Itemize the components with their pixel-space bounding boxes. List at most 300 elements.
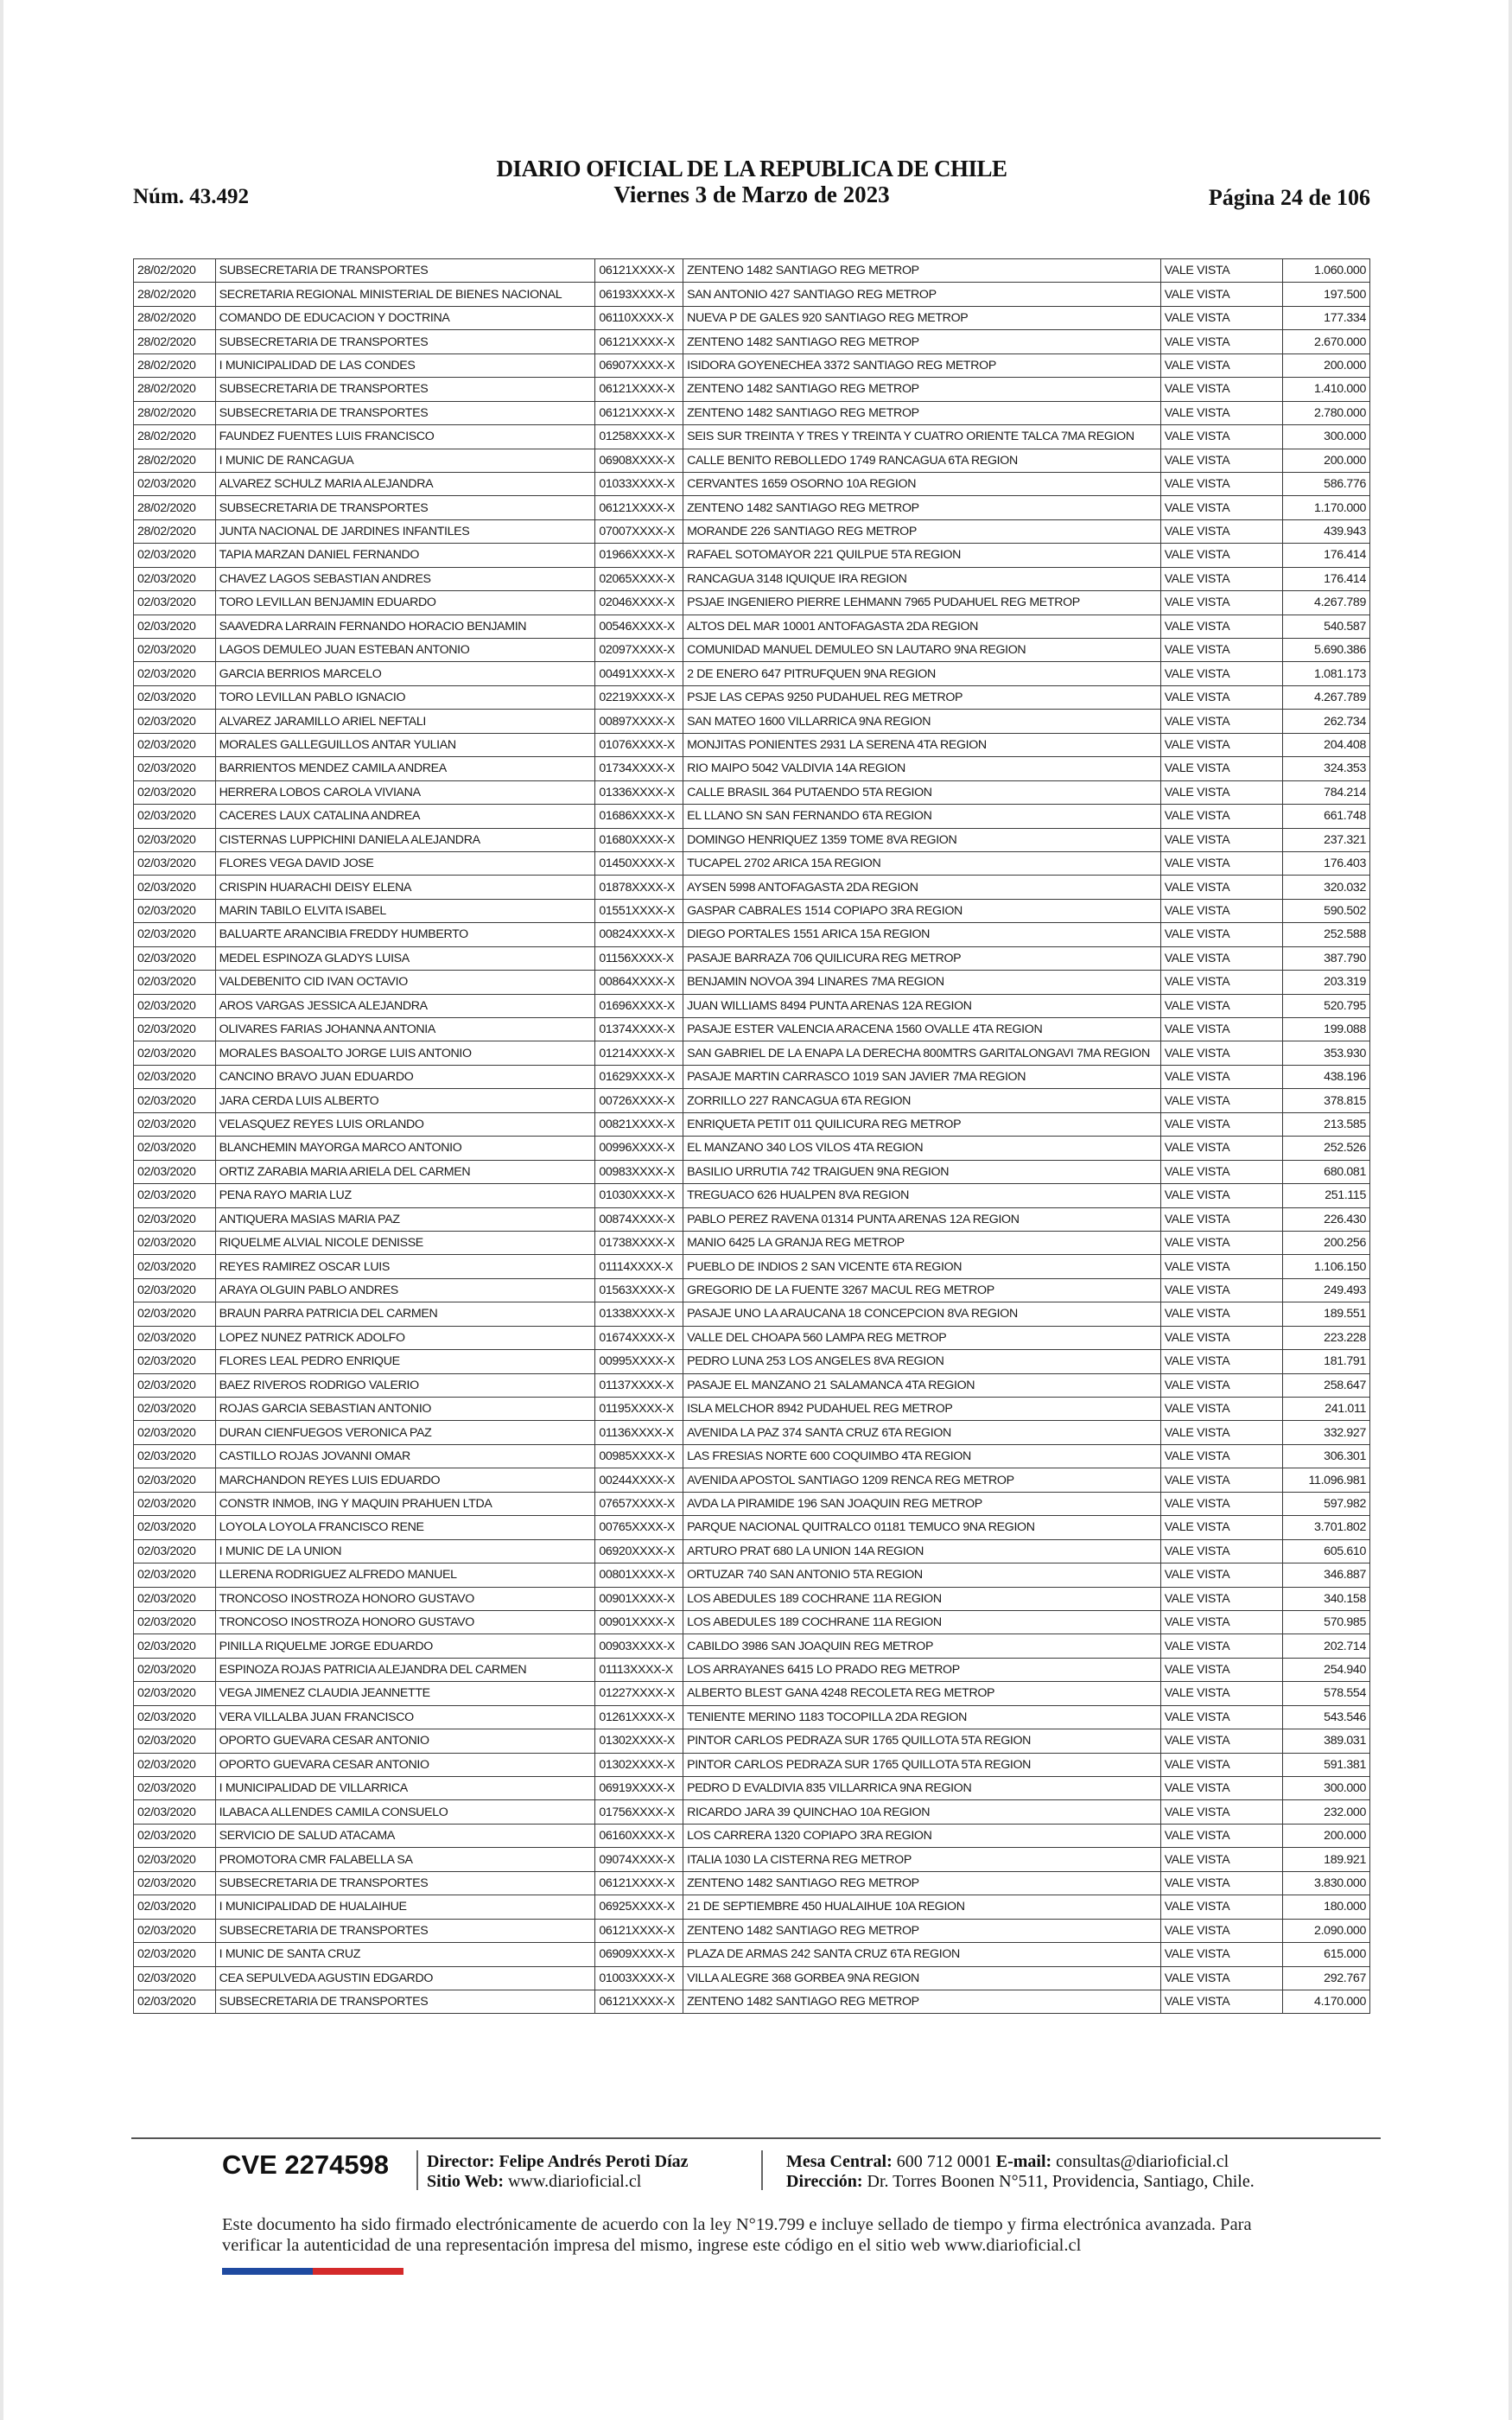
beneficiary-cell: RIQUELME ALVIAL NICOLE DENISSE	[215, 1231, 595, 1254]
table-row	[134, 1800, 1370, 1824]
date-cell: 02/03/2020	[134, 1610, 216, 1634]
amount-cell: 300.000	[1283, 425, 1370, 449]
rut-cell: 01629XXXX-X	[595, 1065, 683, 1088]
payment-type-cell: VALE VISTA	[1160, 1278, 1282, 1302]
publication-date: Viernes 3 de Marzo de 2023	[613, 182, 890, 207]
payment-type-cell: VALE VISTA	[1160, 639, 1282, 662]
table-row	[134, 1824, 1370, 1847]
amount-cell: 615.000	[1283, 1943, 1370, 1966]
payment-type-cell: VALE VISTA	[1160, 1563, 1282, 1587]
beneficiary-cell: VELASQUEZ REYES LUIS ORLANDO	[215, 1112, 595, 1136]
payment-type-cell: VALE VISTA	[1160, 283, 1282, 306]
website-line	[427, 2172, 689, 2192]
payment-type-cell: VALE VISTA	[1160, 591, 1282, 615]
payment-type-cell: VALE VISTA	[1160, 1587, 1282, 1610]
flag-blue-stripe	[222, 2268, 313, 2275]
amount-cell: 4.267.789	[1283, 591, 1370, 615]
amount-cell: 306.301	[1283, 1444, 1370, 1468]
rut-cell: 07657XXXX-X	[595, 1492, 683, 1515]
date-cell: 02/03/2020	[134, 1634, 216, 1658]
payment-type-cell: VALE VISTA	[1160, 946, 1282, 970]
table-row	[134, 1373, 1370, 1397]
address-cell: ZENTENO 1482 SANTIAGO REG METROP	[683, 401, 1161, 424]
address-cell: RAFAEL SOTOMAYOR 221 QUILPUE 5TA REGION	[683, 544, 1161, 567]
table-row	[134, 591, 1370, 615]
payment-type-cell: VALE VISTA	[1160, 1871, 1282, 1895]
rut-cell: 01674XXXX-X	[595, 1326, 683, 1349]
address-label: Dirección:	[786, 2172, 863, 2191]
beneficiary-cell: MEDEL ESPINOZA GLADYS LUISA	[215, 946, 595, 970]
address-cell: AVENIDA APOSTOL SANTIAGO 1209 RENCA REG METROP	[683, 1468, 1161, 1492]
beneficiary-cell: CASTILLO ROJAS JOVANNI OMAR	[215, 1444, 595, 1468]
payment-type-cell: VALE VISTA	[1160, 851, 1282, 875]
date-cell: 02/03/2020	[134, 472, 216, 495]
table-row	[134, 1516, 1370, 1539]
payment-type-cell: VALE VISTA	[1160, 425, 1282, 449]
address-cell: ITALIA 1030 LA CISTERNA REG METROP	[683, 1848, 1161, 1871]
address-cell: ZENTENO 1482 SANTIAGO REG METROP	[683, 1990, 1161, 2013]
rut-cell: 01003XXXX-X	[595, 1966, 683, 1990]
payment-type-cell: VALE VISTA	[1160, 971, 1282, 994]
publication-title: DIARIO OFICIAL DE LA REPUBLICA DE CHILE	[496, 156, 1007, 182]
payment-type-cell: VALE VISTA	[1160, 757, 1282, 780]
address-cell: LOS ABEDULES 189 COCHRANE 11A REGION	[683, 1587, 1161, 1610]
rut-cell: 00546XXXX-X	[595, 615, 683, 638]
amount-cell: 176.403	[1283, 851, 1370, 875]
beneficiary-cell: SUBSECRETARIA DE TRANSPORTES	[215, 259, 595, 283]
date-cell: 02/03/2020	[134, 851, 216, 875]
payment-type-cell: VALE VISTA	[1160, 1658, 1282, 1681]
table-row	[134, 1184, 1370, 1207]
beneficiary-cell: ARAYA OLGUIN PABLO ANDRES	[215, 1278, 595, 1302]
amount-cell: 223.228	[1283, 1326, 1370, 1349]
director-label: Director:	[427, 2152, 495, 2171]
amount-cell: 597.982	[1283, 1492, 1370, 1515]
payment-type-cell: VALE VISTA	[1160, 567, 1282, 590]
rut-cell: 06121XXXX-X	[595, 1919, 683, 1942]
date-cell: 02/03/2020	[134, 994, 216, 1017]
payment-type-cell: VALE VISTA	[1160, 685, 1282, 709]
date-cell: 28/02/2020	[134, 306, 216, 329]
table-row	[134, 615, 1370, 638]
rut-cell: 01227XXXX-X	[595, 1682, 683, 1705]
rut-cell: 01261XXXX-X	[595, 1705, 683, 1729]
address-cell: MONJITAS PONIENTES 2931 LA SERENA 4TA REGION	[683, 733, 1161, 756]
cve-code: CVE 2274598	[222, 2149, 390, 2180]
payment-type-cell: VALE VISTA	[1160, 876, 1282, 899]
rut-cell: 06193XXXX-X	[595, 283, 683, 306]
rut-cell: 02046XXXX-X	[595, 591, 683, 615]
table-row	[134, 1871, 1370, 1895]
beneficiary-cell: I MUNIC DE LA UNION	[215, 1539, 595, 1563]
rut-cell: 00491XXXX-X	[595, 662, 683, 685]
payment-type-cell: VALE VISTA	[1160, 330, 1282, 353]
payment-type-cell: VALE VISTA	[1160, 805, 1282, 828]
address-cell: PASAJE BARRAZA 706 QUILICURA REG METROP	[683, 946, 1161, 970]
date-cell: 02/03/2020	[134, 946, 216, 970]
address-cell: ZENTENO 1482 SANTIAGO REG METROP	[683, 330, 1161, 353]
rut-cell: 00897XXXX-X	[595, 710, 683, 733]
address-cell: NUEVA P DE GALES 920 SANTIAGO REG METROP	[683, 306, 1161, 329]
table-row	[134, 1705, 1370, 1729]
address-cell: PABLO PEREZ RAVENA 01314 PUNTA ARENAS 12A REGION	[683, 1207, 1161, 1231]
beneficiary-cell: SAAVEDRA LARRAIN FERNANDO HORACIO BENJAMIN	[215, 615, 595, 638]
table-row	[134, 1943, 1370, 1966]
date-cell: 02/03/2020	[134, 780, 216, 804]
amount-cell: 189.551	[1283, 1302, 1370, 1326]
rut-cell: 01195XXXX-X	[595, 1398, 683, 1421]
amount-cell: 578.554	[1283, 1682, 1370, 1705]
date-cell: 02/03/2020	[134, 1705, 216, 1729]
payment-type-cell: VALE VISTA	[1160, 1112, 1282, 1136]
footer-separator	[416, 2150, 418, 2190]
payment-type-cell: VALE VISTA	[1160, 1516, 1282, 1539]
rut-cell: 06160XXXX-X	[595, 1824, 683, 1847]
payment-type-cell: VALE VISTA	[1160, 1468, 1282, 1492]
table-row	[134, 1207, 1370, 1231]
rut-cell: 02097XXXX-X	[595, 639, 683, 662]
amount-cell: 180.000	[1283, 1895, 1370, 1919]
date-cell: 28/02/2020	[134, 259, 216, 283]
payment-type-cell: VALE VISTA	[1160, 1326, 1282, 1349]
address-cell: ARTURO PRAT 680 LA UNION 14A REGION	[683, 1539, 1161, 1563]
amount-cell: 292.767	[1283, 1966, 1370, 1990]
date-cell: 02/03/2020	[134, 876, 216, 899]
rut-cell: 01302XXXX-X	[595, 1753, 683, 1776]
beneficiary-cell: JUNTA NACIONAL DE JARDINES INFANTILES	[215, 519, 595, 543]
address-cell: PASAJE UNO LA ARAUCANA 18 CONCEPCION 8VA REGION	[683, 1302, 1161, 1326]
table-row	[134, 1112, 1370, 1136]
table-row	[134, 1444, 1370, 1468]
date-cell: 02/03/2020	[134, 1824, 216, 1847]
payment-type-cell: VALE VISTA	[1160, 733, 1282, 756]
address-cell: LOS CARRERA 1320 COPIAPO 3RA REGION	[683, 1824, 1161, 1847]
beneficiary-cell: CHAVEZ LAGOS SEBASTIAN ANDRES	[215, 567, 595, 590]
director-name: Felipe Andrés Peroti Díaz	[499, 2152, 689, 2171]
amount-cell: 5.690.386	[1283, 639, 1370, 662]
address-cell: PEDRO D EVALDIVIA 835 VILLARRICA 9NA REGION	[683, 1777, 1161, 1800]
table-row	[134, 567, 1370, 590]
table-row	[134, 496, 1370, 519]
amount-cell: 1.410.000	[1283, 378, 1370, 401]
rut-cell: 01336XXXX-X	[595, 780, 683, 804]
date-cell: 02/03/2020	[134, 1018, 216, 1041]
table-row	[134, 1919, 1370, 1942]
rut-cell: 01258XXXX-X	[595, 425, 683, 449]
rut-cell: 01338XXXX-X	[595, 1302, 683, 1326]
page-number: Página 24 de 106	[1208, 185, 1370, 210]
payment-type-cell: VALE VISTA	[1160, 449, 1282, 472]
amount-cell: 213.585	[1283, 1112, 1370, 1136]
address-cell: DIEGO PORTALES 1551 ARICA 15A REGION	[683, 923, 1161, 946]
table-row	[134, 259, 1370, 283]
payment-type-cell: VALE VISTA	[1160, 259, 1282, 283]
rut-cell: 01156XXXX-X	[595, 946, 683, 970]
date-cell: 02/03/2020	[134, 1112, 216, 1136]
beneficiary-cell: ORTIZ ZARABIA MARIA ARIELA DEL CARMEN	[215, 1160, 595, 1183]
table-row	[134, 662, 1370, 685]
beneficiary-cell: ROJAS GARCIA SEBASTIAN ANTONIO	[215, 1398, 595, 1421]
address-cell: LOS ARRAYANES 6415 LO PRADO REG METROP	[683, 1658, 1161, 1681]
date-cell: 02/03/2020	[134, 1468, 216, 1492]
beneficiary-cell: TAPIA MARZAN DANIEL FERNANDO	[215, 544, 595, 567]
beneficiary-cell: SECRETARIA REGIONAL MINISTERIAL DE BIENES NACIONAL	[215, 283, 595, 306]
amount-cell: 226.430	[1283, 1207, 1370, 1231]
rut-cell: 06907XXXX-X	[595, 353, 683, 377]
rut-cell: 01113XXXX-X	[595, 1658, 683, 1681]
amount-cell: 353.930	[1283, 1041, 1370, 1065]
table-row	[134, 1729, 1370, 1753]
rut-cell: 02219XXXX-X	[595, 685, 683, 709]
address-line	[786, 2172, 1255, 2192]
address-cell: SAN GABRIEL DE LA ENAPA LA DERECHA 800MTRS GARITALONGAVI 7MA REGION	[683, 1041, 1161, 1065]
table-row	[134, 1682, 1370, 1705]
beneficiary-cell: I MUNICIPALIDAD DE HUALAIHUE	[215, 1895, 595, 1919]
beneficiary-cell: COMANDO DE EDUCACION Y DOCTRINA	[215, 306, 595, 329]
table-row	[134, 733, 1370, 756]
address-cell: AVDA LA PIRAMIDE 196 SAN JOAQUIN REG METROP	[683, 1492, 1161, 1515]
payment-type-cell: VALE VISTA	[1160, 710, 1282, 733]
table-row	[134, 472, 1370, 495]
beneficiary-cell: OPORTO GUEVARA CESAR ANTONIO	[215, 1729, 595, 1753]
payment-type-cell: VALE VISTA	[1160, 899, 1282, 922]
date-cell: 02/03/2020	[134, 1041, 216, 1065]
payment-type-cell: VALE VISTA	[1160, 1492, 1282, 1515]
amount-cell: 2.670.000	[1283, 330, 1370, 353]
amount-cell: 189.921	[1283, 1848, 1370, 1871]
address-cell: GREGORIO DE LA FUENTE 3267 MACUL REG METROP	[683, 1278, 1161, 1302]
address-cell: CALLE BENITO REBOLLEDO 1749 RANCAGUA 6TA REGION	[683, 449, 1161, 472]
amount-cell: 543.546	[1283, 1705, 1370, 1729]
payment-type-cell: VALE VISTA	[1160, 353, 1282, 377]
payment-type-cell: VALE VISTA	[1160, 1137, 1282, 1160]
payment-type-cell: VALE VISTA	[1160, 1990, 1282, 2013]
rut-cell: 06920XXXX-X	[595, 1539, 683, 1563]
beneficiary-cell: SUBSECRETARIA DE TRANSPORTES	[215, 330, 595, 353]
beneficiary-cell: MARIN TABILO ELVITA ISABEL	[215, 899, 595, 922]
rut-cell: 06121XXXX-X	[595, 496, 683, 519]
address-cell: 2 DE ENERO 647 PITRUFQUEN 9NA REGION	[683, 662, 1161, 685]
signature-disclaimer: Este documento ha sido firmado electrónicamente de acuerdo con la ley N°19.799 e incluye sellado de tiempo y firma electrónica avanzada. Para verificar la autenticidad de una representación impresa del mismo, ingrese este código en el sitio web www.diarioficial.cl	[222, 2215, 1252, 2255]
payment-type-cell: VALE VISTA	[1160, 1184, 1282, 1207]
payment-type-cell: VALE VISTA	[1160, 1041, 1282, 1065]
table-row	[134, 378, 1370, 401]
address-cell: PASAJE MARTIN CARRASCO 1019 SAN JAVIER 7MA REGION	[683, 1065, 1161, 1088]
address-cell: ALTOS DEL MAR 10001 ANTOFAGASTA 2DA REGION	[683, 615, 1161, 638]
payment-type-cell: VALE VISTA	[1160, 1753, 1282, 1776]
amount-cell: 387.790	[1283, 946, 1370, 970]
amount-cell: 1.106.150	[1283, 1255, 1370, 1278]
date-cell: 28/02/2020	[134, 330, 216, 353]
table-row	[134, 1563, 1370, 1587]
beneficiary-cell: SUBSECRETARIA DE TRANSPORTES	[215, 1919, 595, 1942]
beneficiary-cell: DURAN CIENFUEGOS VERONICA PAZ	[215, 1421, 595, 1444]
address-cell: RANCAGUA 3148 IQUIQUE IRA REGION	[683, 567, 1161, 590]
address-cell: TREGUACO 626 HUALPEN 8VA REGION	[683, 1184, 1161, 1207]
amount-cell: 252.526	[1283, 1137, 1370, 1160]
rut-cell: 00864XXXX-X	[595, 971, 683, 994]
date-cell: 02/03/2020	[134, 1255, 216, 1278]
payment-type-cell: VALE VISTA	[1160, 1682, 1282, 1705]
date-cell: 02/03/2020	[134, 662, 216, 685]
rut-cell: 01734XXXX-X	[595, 757, 683, 780]
address-cell: JUAN WILLIAMS 8494 PUNTA ARENAS 12A REGION	[683, 994, 1161, 1017]
amount-cell: 389.031	[1283, 1729, 1370, 1753]
mesa-phone: 600 712 0001	[896, 2152, 992, 2171]
beneficiary-cell: JARA CERDA LUIS ALBERTO	[215, 1089, 595, 1112]
rut-cell: 06121XXXX-X	[595, 1871, 683, 1895]
date-cell: 02/03/2020	[134, 899, 216, 922]
table-row	[134, 1255, 1370, 1278]
rut-cell: 01686XXXX-X	[595, 805, 683, 828]
beneficiary-cell: LOYOLA LOYOLA FRANCISCO RENE	[215, 1516, 595, 1539]
rut-cell: 01374XXXX-X	[595, 1018, 683, 1041]
beneficiary-cell: LOPEZ NUNEZ PATRICK ADOLFO	[215, 1326, 595, 1349]
payment-type-cell: VALE VISTA	[1160, 1966, 1282, 1990]
rut-cell: 00244XXXX-X	[595, 1468, 683, 1492]
rut-cell: 01563XXXX-X	[595, 1278, 683, 1302]
amount-cell: 324.353	[1283, 757, 1370, 780]
date-cell: 02/03/2020	[134, 1800, 216, 1824]
date-cell: 02/03/2020	[134, 805, 216, 828]
director-block	[427, 2152, 689, 2192]
address-cell: PEDRO LUNA 253 LOS ANGELES 8VA REGION	[683, 1350, 1161, 1373]
table-row	[134, 780, 1370, 804]
date-cell: 02/03/2020	[134, 1729, 216, 1753]
amount-cell: 262.734	[1283, 710, 1370, 733]
amount-cell: 1.170.000	[1283, 496, 1370, 519]
payment-type-cell: VALE VISTA	[1160, 1919, 1282, 1942]
table-row	[134, 1610, 1370, 1634]
address-cell: ZENTENO 1482 SANTIAGO REG METROP	[683, 378, 1161, 401]
address-cell: ISLA MELCHOR 8942 PUDAHUEL REG METROP	[683, 1398, 1161, 1421]
amount-cell: 232.000	[1283, 1800, 1370, 1824]
table-row	[134, 805, 1370, 828]
payment-type-cell: VALE VISTA	[1160, 1824, 1282, 1847]
table-row	[134, 1421, 1370, 1444]
address-cell: DOMINGO HENRIQUEZ 1359 TOME 8VA REGION	[683, 828, 1161, 851]
beneficiary-cell: SUBSECRETARIA DE TRANSPORTES	[215, 378, 595, 401]
table-row	[134, 1966, 1370, 1990]
rut-cell: 00901XXXX-X	[595, 1587, 683, 1610]
table-row	[134, 1848, 1370, 1871]
rut-cell: 00821XXXX-X	[595, 1112, 683, 1136]
website-link[interactable]: www.diarioficial.cl	[508, 2172, 642, 2191]
rut-cell: 01966XXXX-X	[595, 544, 683, 567]
rut-cell: 00995XXXX-X	[595, 1350, 683, 1373]
rut-cell: 00996XXXX-X	[595, 1137, 683, 1160]
address-cell: PSJE LAS CEPAS 9250 PUDAHUEL REG METROP	[683, 685, 1161, 709]
date-cell: 02/03/2020	[134, 1919, 216, 1942]
date-cell: 02/03/2020	[134, 1207, 216, 1231]
beneficiary-cell: VERA VILLALBA JUAN FRANCISCO	[215, 1705, 595, 1729]
table-row	[134, 1089, 1370, 1112]
amount-cell: 202.714	[1283, 1634, 1370, 1658]
beneficiary-cell: SUBSECRETARIA DE TRANSPORTES	[215, 1871, 595, 1895]
date-cell: 02/03/2020	[134, 1278, 216, 1302]
amount-cell: 4.170.000	[1283, 1990, 1370, 2013]
date-cell: 28/02/2020	[134, 353, 216, 377]
amount-cell: 199.088	[1283, 1018, 1370, 1041]
table-row	[134, 1777, 1370, 1800]
amount-cell: 181.791	[1283, 1350, 1370, 1373]
website-label: Sitio Web:	[427, 2172, 505, 2191]
payment-type-cell: VALE VISTA	[1160, 615, 1282, 638]
address-cell: MORANDE 226 SANTIAGO REG METROP	[683, 519, 1161, 543]
amount-cell: 1.060.000	[1283, 259, 1370, 283]
amount-cell: 332.927	[1283, 1421, 1370, 1444]
table-row	[134, 401, 1370, 424]
date-cell: 02/03/2020	[134, 1539, 216, 1563]
date-cell: 02/03/2020	[134, 710, 216, 733]
beneficiary-cell: MARCHANDON REYES LUIS EDUARDO	[215, 1468, 595, 1492]
address-cell: VALLE DEL CHOAPA 560 LAMPA REG METROP	[683, 1326, 1161, 1349]
address-cell: RICARDO JARA 39 QUINCHAO 10A REGION	[683, 1800, 1161, 1824]
date-cell: 02/03/2020	[134, 615, 216, 638]
amount-cell: 590.502	[1283, 899, 1370, 922]
payment-type-cell: VALE VISTA	[1160, 496, 1282, 519]
rut-cell: 02065XXXX-X	[595, 567, 683, 590]
date-cell: 02/03/2020	[134, 733, 216, 756]
rut-cell: 01137XXXX-X	[595, 1373, 683, 1397]
table-row	[134, 971, 1370, 994]
amount-cell: 203.319	[1283, 971, 1370, 994]
date-cell: 02/03/2020	[134, 1943, 216, 1966]
amount-cell: 254.940	[1283, 1658, 1370, 1681]
amount-cell: 605.610	[1283, 1539, 1370, 1563]
date-cell: 02/03/2020	[134, 567, 216, 590]
address-cell: CABILDO 3986 SAN JOAQUIN REG METROP	[683, 1634, 1161, 1658]
beneficiary-cell: ESPINOZA ROJAS PATRICIA ALEJANDRA DEL CARMEN	[215, 1658, 595, 1681]
rut-cell: 00983XXXX-X	[595, 1160, 683, 1183]
rut-cell: 01136XXXX-X	[595, 1421, 683, 1444]
date-cell: 02/03/2020	[134, 1871, 216, 1895]
address-cell: RIO MAIPO 5042 VALDIVIA 14A REGION	[683, 757, 1161, 780]
date-cell: 02/03/2020	[134, 1753, 216, 1776]
address-cell: GASPAR CABRALES 1514 COPIAPO 3RA REGION	[683, 899, 1161, 922]
payment-type-cell: VALE VISTA	[1160, 1255, 1282, 1278]
table-row	[134, 1398, 1370, 1421]
beneficiary-cell: SUBSECRETARIA DE TRANSPORTES	[215, 401, 595, 424]
beneficiary-cell: TRONCOSO INOSTROZA HONORO GUSTAVO	[215, 1587, 595, 1610]
rut-cell: 07007XXXX-X	[595, 519, 683, 543]
table-row	[134, 519, 1370, 543]
beneficiary-cell: FLORES VEGA DAVID JOSE	[215, 851, 595, 875]
page-header	[131, 156, 1372, 216]
address-cell: ENRIQUETA PETIT 011 QUILICURA REG METROP	[683, 1112, 1161, 1136]
address-cell: EL LLANO SN SAN FERNANDO 6TA REGION	[683, 805, 1161, 828]
payment-type-cell: VALE VISTA	[1160, 994, 1282, 1017]
beneficiary-cell: LAGOS DEMULEO JUAN ESTEBAN ANTONIO	[215, 639, 595, 662]
table-row	[134, 1634, 1370, 1658]
rut-cell: 01076XXXX-X	[595, 733, 683, 756]
date-cell: 02/03/2020	[134, 1444, 216, 1468]
address-cell: AVENIDA LA PAZ 374 SANTA CRUZ 6TA REGION	[683, 1421, 1161, 1444]
email-link[interactable]: consultas@diarioficial.cl	[1056, 2152, 1229, 2171]
table-row	[134, 1539, 1370, 1563]
amount-cell: 570.985	[1283, 1610, 1370, 1634]
payment-type-cell: VALE VISTA	[1160, 1421, 1282, 1444]
payment-type-cell: VALE VISTA	[1160, 780, 1282, 804]
beneficiary-cell: ALVAREZ JARAMILLO ARIEL NEFTALI	[215, 710, 595, 733]
date-cell: 02/03/2020	[134, 1682, 216, 1705]
amount-cell: 258.647	[1283, 1373, 1370, 1397]
table-row	[134, 1160, 1370, 1183]
records-table-body	[134, 259, 1370, 2014]
footer-divider	[131, 2137, 1381, 2139]
amount-cell: 540.587	[1283, 615, 1370, 638]
rut-cell: 00801XXXX-X	[595, 1563, 683, 1587]
